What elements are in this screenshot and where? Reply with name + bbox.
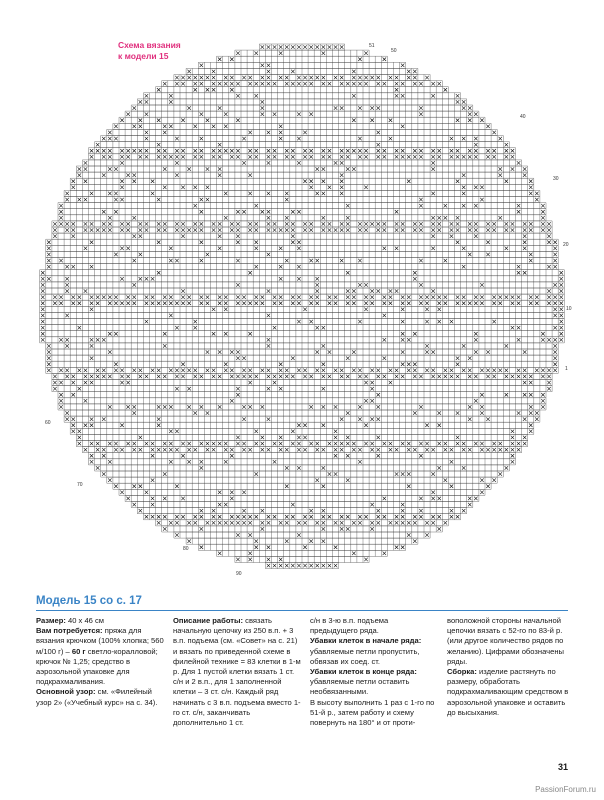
- work-label: Описание работы:: [173, 616, 244, 625]
- need-label: Вам потребуется:: [36, 626, 103, 636]
- size-label: Размер:: [36, 616, 66, 625]
- assembly-text: изделие растянуть по размеру, обработать подкрахмаливающим средством в аэрозольной упаковке и оставить до высыхания.: [447, 667, 569, 717]
- col3-cont-text: с/н в 3-ю в.п. подъема предыдущего ряда.: [310, 616, 389, 636]
- size-value: 40 х 46 см: [65, 616, 105, 625]
- row-number-label: 80: [183, 546, 189, 552]
- page-number: 31: [557, 762, 568, 772]
- chart-caption-line2: к модели 15: [118, 51, 169, 61]
- dec-start-text: убавляемые петли пропустить, обвязав их соед. ст.: [310, 646, 420, 666]
- dec-end-text: убавляемые петли оставить необвязанными.: [310, 677, 410, 697]
- column-1: [36, 616, 164, 708]
- column-2: [173, 616, 301, 728]
- watermark: PassionForum.ru: [535, 785, 596, 794]
- work-text: связать начальную цепочку из 250 в.п. + 3 в.п. подъема (см. «Совет» на с. 21) и вязать по приведенной схеме в филейной технике = 83 клетки в 1-м р. Для 1 пустой клетки вязать 1 ст. с/н и 2 в.п., для 1 заполненной клетки – 3 ст. с/н. Каждый ряд начинать с 3 в.п. подъема вместо 1-го ст. с/н, заканчивать дополнительно 1 ст.: [173, 616, 301, 728]
- chart-grid: [40, 44, 565, 569]
- yarn-amount: 60 г: [71, 646, 86, 656]
- pattern-value: см. «Филейный узор 2» («Учебный курс» на с. 34).: [36, 687, 158, 707]
- row-number-label: 51: [369, 43, 375, 49]
- chart-caption-line1: Схема вязания: [118, 40, 181, 50]
- row-number-label: 70: [77, 482, 83, 488]
- height-text: В высоту выполнить 1 раз с 1-го по 51-й р., затем работу и схему повернуть на 180° и от проти-: [310, 697, 435, 728]
- dec-start-label: Убавки клеток в начале ряда:: [310, 636, 422, 646]
- assembly-label: Сборка:: [447, 667, 477, 677]
- row-number-label: 90: [236, 571, 242, 577]
- row-number-label: 1: [565, 366, 568, 372]
- yarn-color: светло-коралловой; крючок № 1,25; средство в аэрозольной упаковке для подкрахмаливания.: [36, 646, 158, 687]
- model-title: Модель 15 со с. 17: [36, 595, 142, 607]
- row-number-label: 10: [566, 306, 572, 312]
- row-number-label: 20: [563, 242, 569, 248]
- row-number-label: 40: [520, 114, 526, 120]
- row-labels: [45, 43, 572, 577]
- row-number-label: 60: [45, 420, 51, 426]
- title-divider: [36, 610, 568, 611]
- col4-cont-text: воположной стороны начальной цепочки вязать с 52-го по 83-й р. (или другое количество рядов по желанию). Цифрами обозначены ряды.: [447, 616, 564, 666]
- column-4: [447, 616, 572, 718]
- row-number-label: 50: [391, 48, 397, 54]
- need-value: пряжа для вязания крючком (100% хлопка; 560 м/100 г) –: [36, 626, 164, 656]
- chart-caption: [118, 40, 228, 62]
- dec-end-label: Убавки клеток в конце ряда:: [310, 667, 417, 677]
- column-3: [310, 616, 438, 728]
- row-number-label: 30: [553, 176, 559, 182]
- pattern-label: Основной узор:: [36, 687, 96, 697]
